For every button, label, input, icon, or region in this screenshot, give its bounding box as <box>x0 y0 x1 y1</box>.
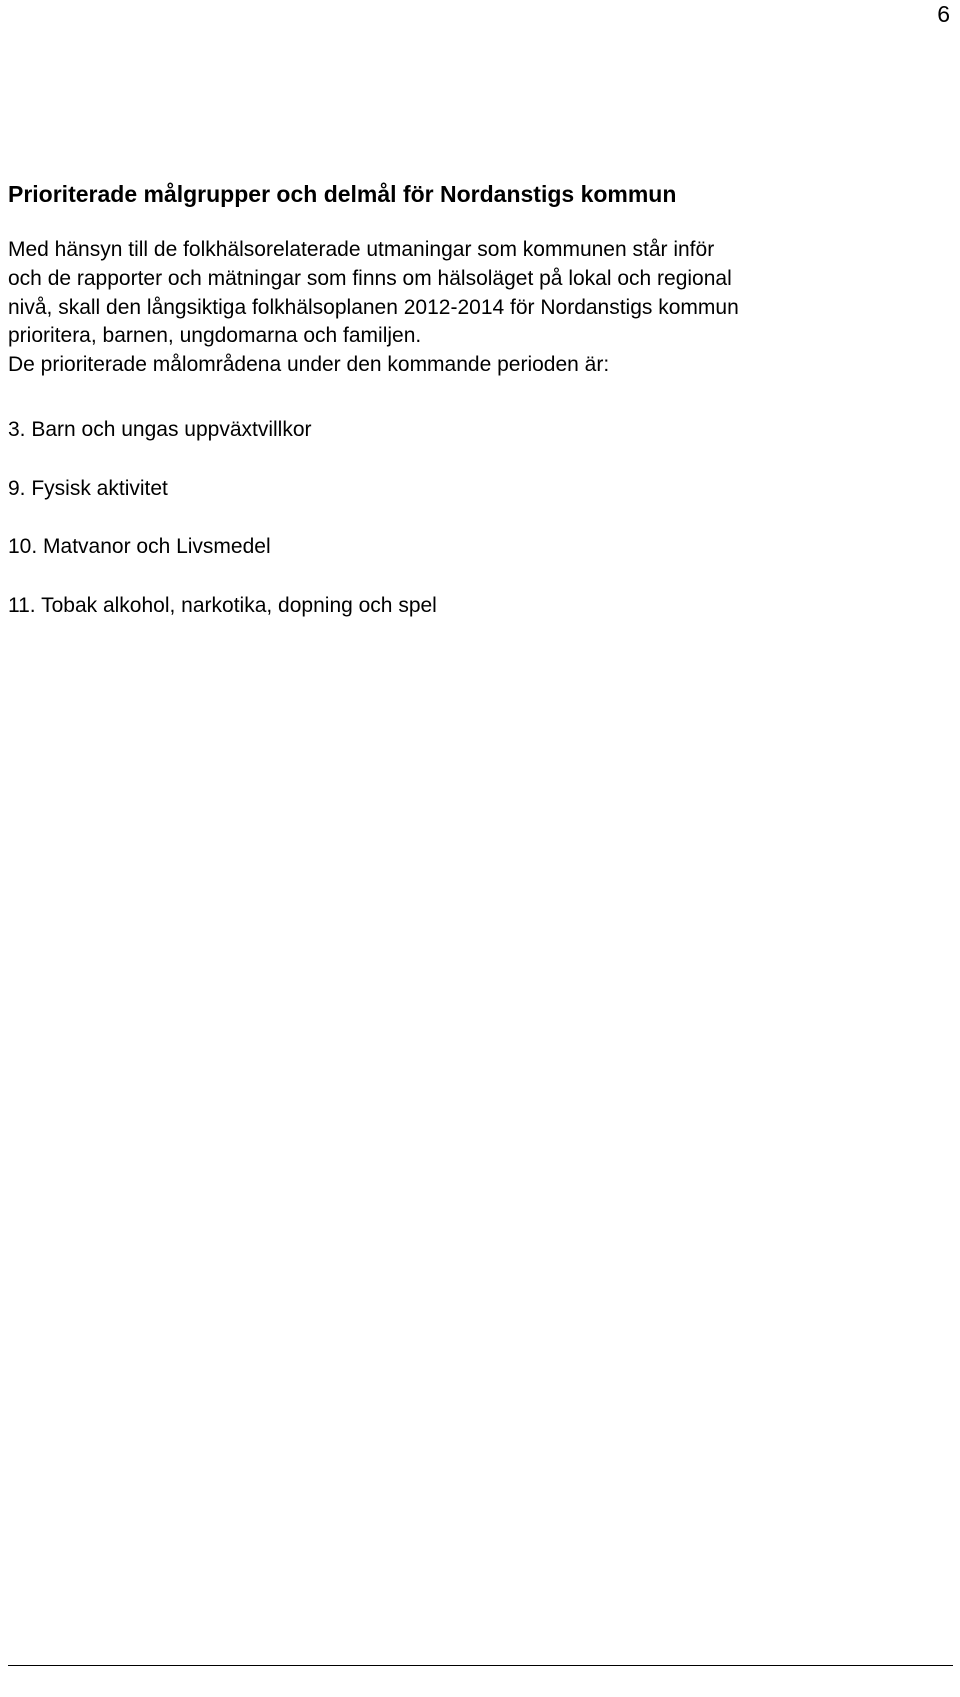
paragraph-line: Med hänsyn till de folkhälsorelaterade utmaningar som kommunen står inför <box>8 238 715 261</box>
goal-item: 11. Tobak alkohol, narkotika, dopning och spel <box>8 594 437 617</box>
goal-item: 10. Matvanor och Livsmedel <box>8 535 271 558</box>
paragraph-line: nivå, skall den långsiktiga folkhälsoplanen 2012-2014 för Nordanstigs kommun <box>8 295 739 319</box>
paragraph-line: prioritera, barnen, ungdomarna och familjen. <box>8 324 422 348</box>
page-number: 6 <box>937 1 950 27</box>
goal-item: 3. Barn och ungas uppväxtvillkor <box>8 418 312 441</box>
intro-paragraph <box>8 236 953 380</box>
paragraph-line: De prioriterade målområdena under den kommande perioden är: <box>8 353 610 377</box>
footer-divider <box>8 1665 953 1666</box>
section-heading: Prioriterade målgrupper och delmål för Nordanstigs kommun <box>8 181 677 207</box>
goal-item: 9. Fysisk aktivitet <box>8 477 168 500</box>
paragraph-line: och de rapporter och mätningar som finns om hälsoläget på lokal och regional <box>8 266 732 290</box>
